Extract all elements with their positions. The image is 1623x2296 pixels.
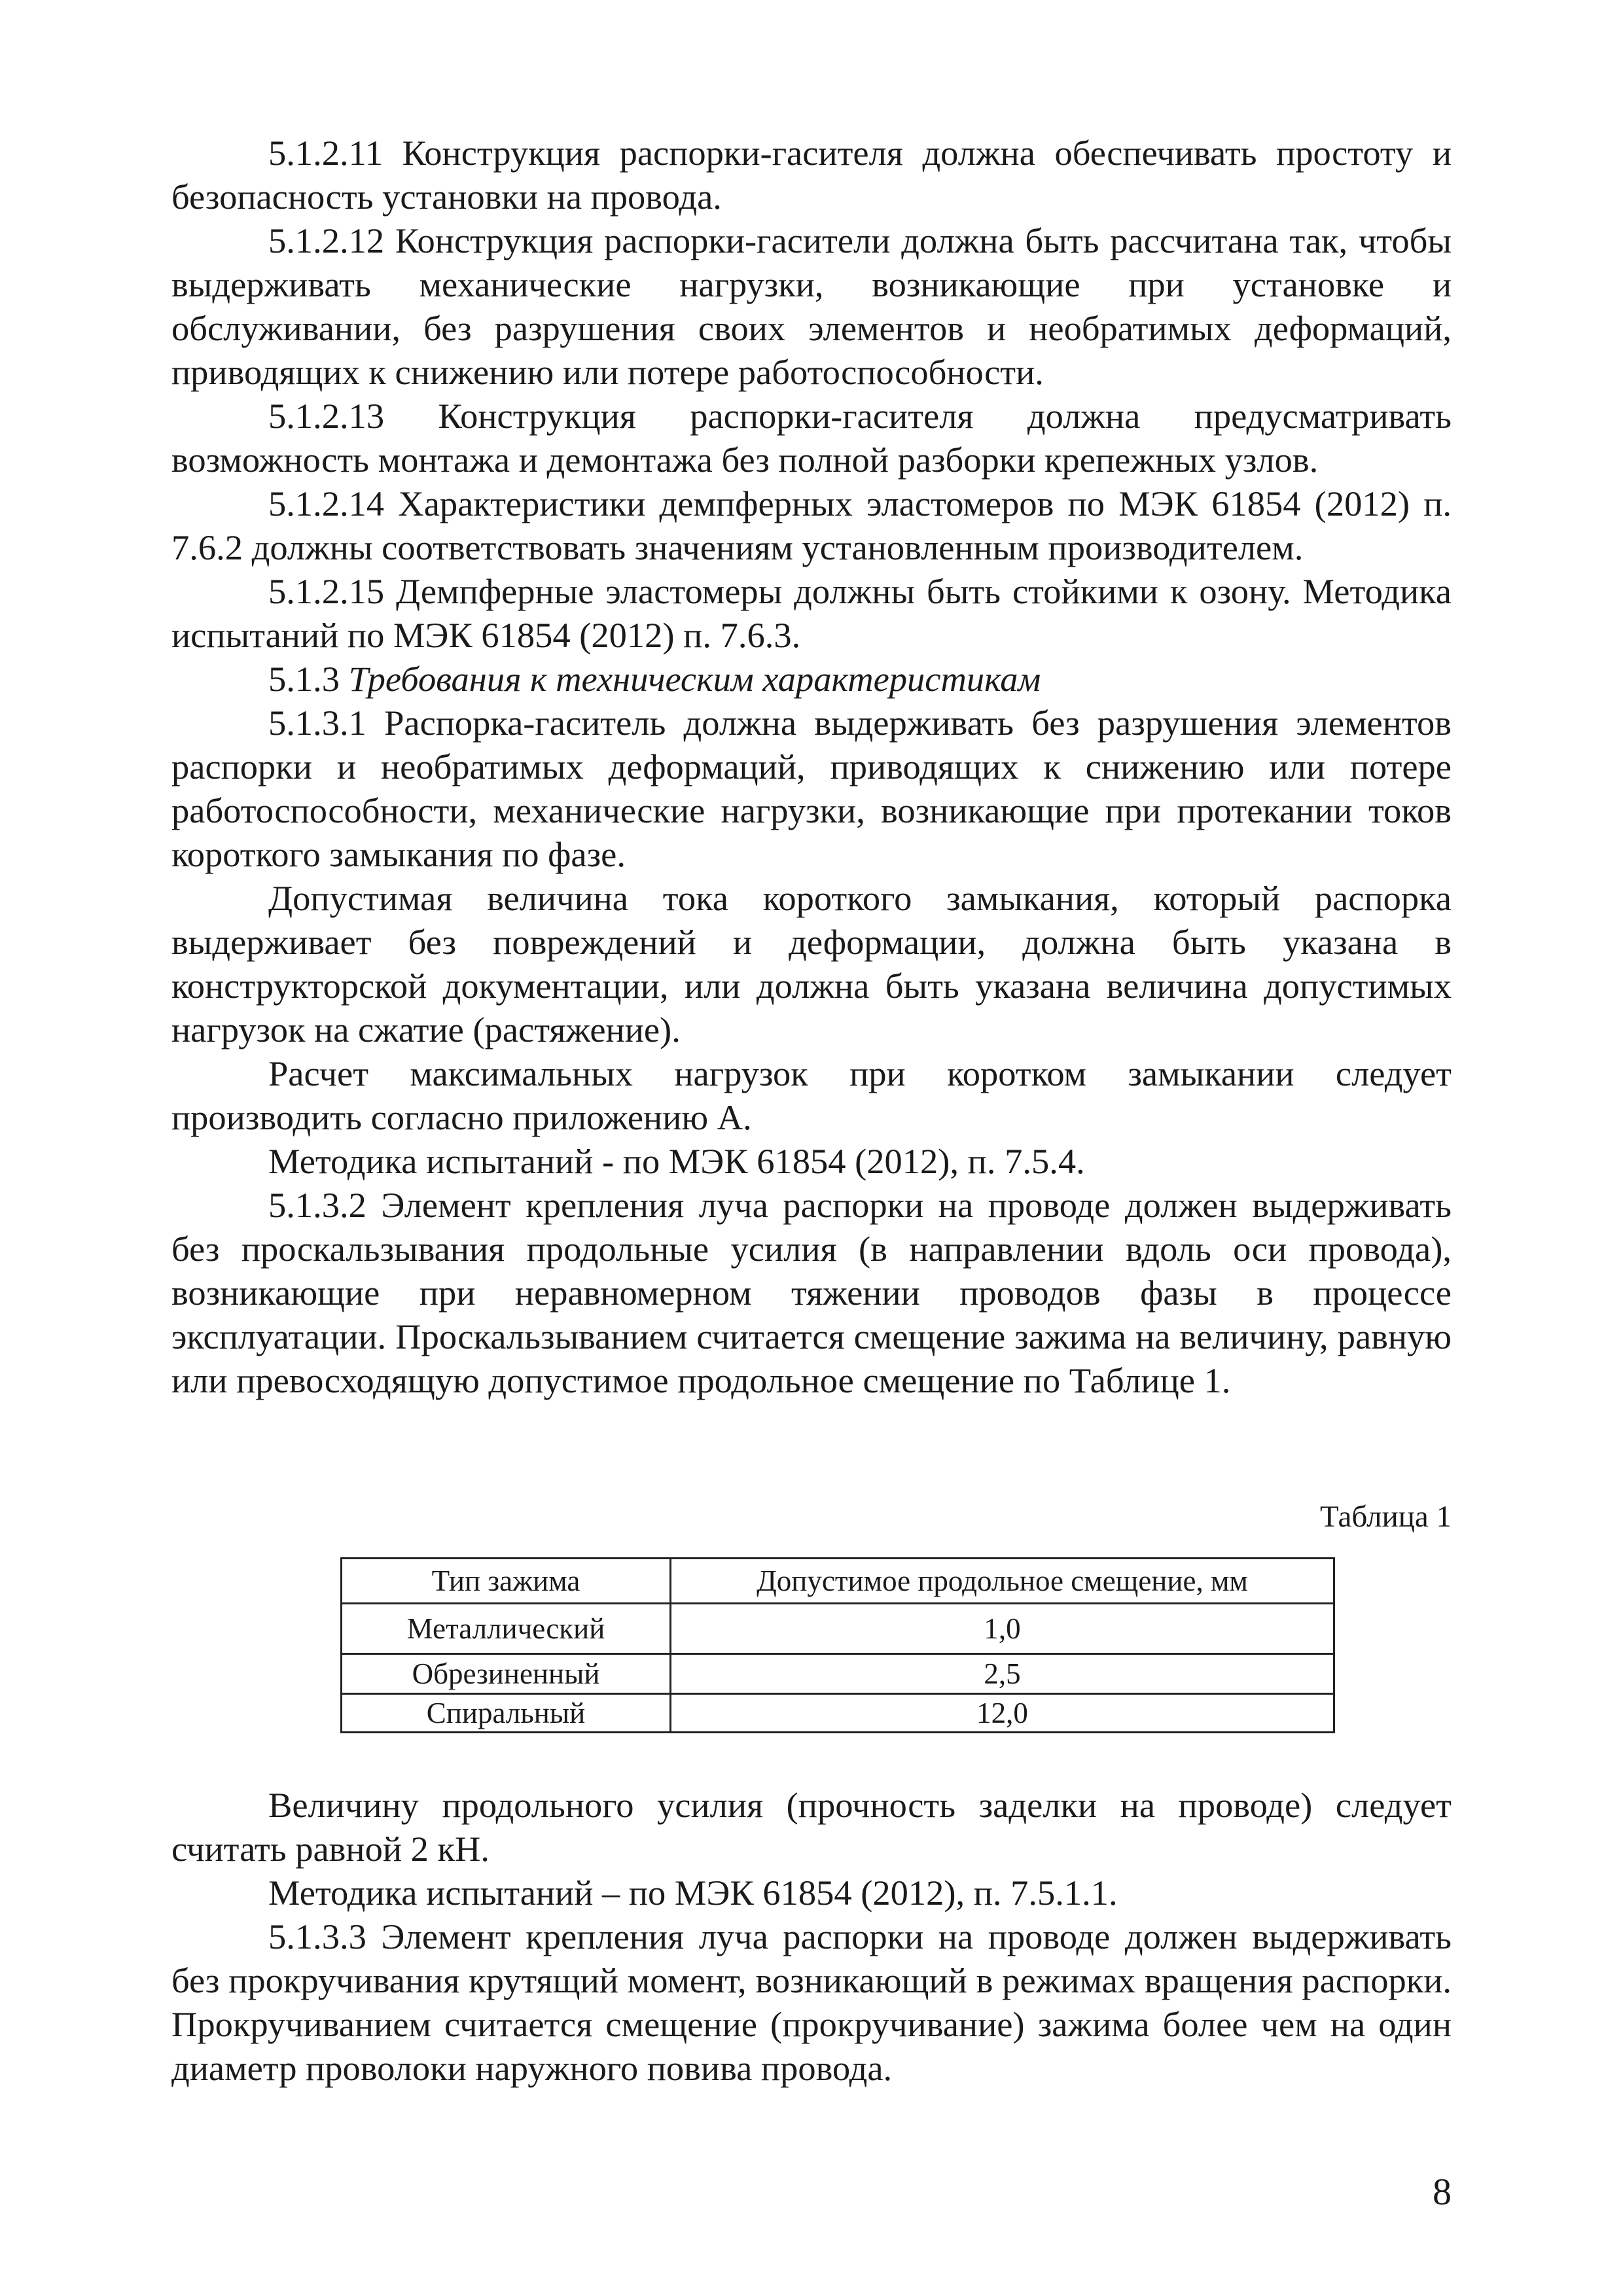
table-cell-clamp-type: Спиральный — [342, 1694, 671, 1733]
table-cell-displacement: 2,5 — [671, 1654, 1334, 1694]
short-circuit-current-paragraph: Допустимая величина тока короткого замыкания, который распорка выдерживает без повреждений и деформации, должна быть указана в конструкторской документации, или должна быть указана величина допустимых нагрузок на сжатие (растяжение). — [171, 878, 1452, 1050]
table-cell-displacement: 12,0 — [671, 1694, 1334, 1733]
test-method-paragraph: Методика испытаний - по МЭК 61854 (2012), п. 7.5.4. — [268, 1141, 1085, 1181]
table-cell-displacement: 1,0 — [671, 1604, 1334, 1654]
clause-5-1-3-3: 5.1.3.3 Элемент крепления луча распорки на проводе должен выдерживать без прокручивания крутящий момент, возникающий в режимах вращения распорки. Прокручиванием считается смещение (прокручивание) зажима более чем на один диаметр проволоки наружного повива провода. — [171, 1916, 1452, 2088]
calculation-paragraph: Расчет максимальных нагрузок при коротком замыкании следует производить согласно приложению А. — [171, 1053, 1452, 1137]
table-cell-clamp-type: Обрезиненный — [342, 1654, 671, 1694]
document-body-bottom — [171, 1783, 1452, 2090]
table-cell-clamp-type: Металлический — [342, 1604, 671, 1654]
table-header-displacement: Допустимое продольное смещение, мм — [671, 1559, 1334, 1604]
clause-5-1-2-13: 5.1.2.13 Конструкция распорки-гасителя должна предусматривать возможность монтажа и демонтажа без полной разборки крепежных узлов. — [171, 396, 1452, 480]
clause-5-1-2-14: 5.1.2.14 Характеристики демпферных эластомеров по МЭК 61854 (2012) п. 7.6.2 должны соответствовать значениям установленным производителем. — [171, 484, 1452, 567]
table-row — [342, 1654, 1334, 1694]
page-number: 8 — [1433, 2170, 1452, 2213]
displacement-table — [340, 1557, 1335, 1733]
clause-5-1-2-12: 5.1.2.12 Конструкция распорки-гасители должна быть рассчитана так, чтобы выдерживать механические нагрузки, возникающие при установке и обслуживании, без разрушения своих элементов и необратимых деформаций, приводящих к снижению или потере работоспособности. — [171, 221, 1452, 392]
clause-5-1-2-15: 5.1.2.15 Демпферные эластомеры должны быть стойкими к озону. Методика испытаний по МЭК 61854 (2012) п. 7.6.3. — [171, 571, 1452, 655]
section-title: Требования к техническим характеристикам — [348, 659, 1041, 699]
clause-5-1-3-1: 5.1.3.1 Распорка-гаситель должна выдерживать без разрушения элементов распорки и необратимых деформаций, приводящих к снижению или потере работоспособности, механические нагрузки, возникающие при протекании токов короткого замыкания по фазе. — [171, 703, 1452, 874]
section-heading-5-1-3 — [171, 657, 1452, 701]
table-row — [342, 1604, 1334, 1654]
table-row — [342, 1694, 1334, 1733]
document-body-top — [171, 131, 1452, 1402]
table-caption: Таблица 1 — [1319, 1500, 1452, 1534]
section-number: 5.1.3 — [268, 659, 340, 699]
test-method-paragraph-2: Методика испытаний – по МЭК 61854 (2012), п. 7.5.1.1. — [268, 1873, 1118, 1913]
table-header-clamp-type: Тип зажима — [342, 1559, 671, 1604]
longitudinal-force-paragraph: Величину продольного усилия (прочность заделки на проводе) следует считать равной 2 кН. — [171, 1785, 1452, 1869]
clause-5-1-2-11: 5.1.2.11 Конструкция распорки-гасителя должна обеспечивать простоту и безопасность установки на провода. — [171, 133, 1452, 217]
clause-5-1-3-2: 5.1.3.2 Элемент крепления луча распорки на проводе должен выдерживать без проскальзывания продольные усилия (в направлении вдоль оси провода), возникающие при неравномерном тяжении проводов фазы в процессе эксплуатации. Проскальзыванием считается смещение зажима на величину, равную или превосходящую допустимое продольное смещение по Таблице 1. — [171, 1185, 1452, 1400]
table-header-row — [342, 1559, 1334, 1604]
